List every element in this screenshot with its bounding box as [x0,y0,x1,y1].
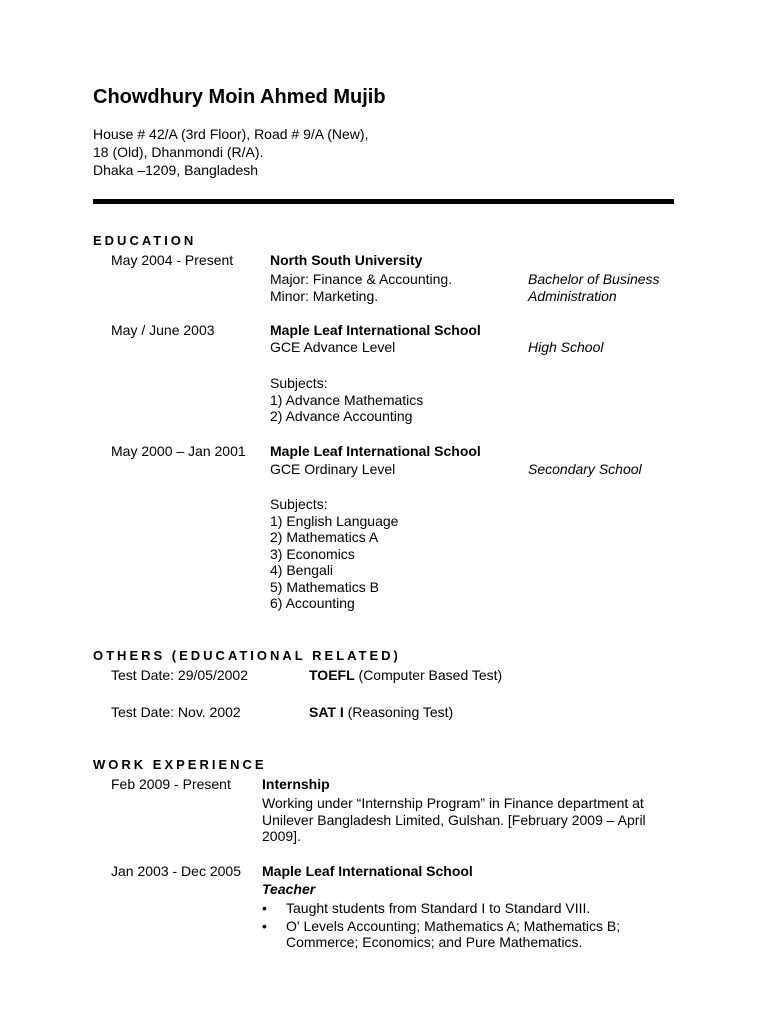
subject-item: 1) English Language [270,512,399,529]
work-description [262,795,646,845]
test-date: Test Date: 29/05/2002 [111,667,248,683]
subject-item: 2) Advance Accounting [270,408,413,424]
address-line: Dhaka –1209, Bangladesh [93,162,259,178]
degree-line: Administration [528,287,617,304]
subjects-label: Subjects: [270,375,328,391]
subjects-list [270,375,423,425]
bullet-item [262,918,620,951]
degree-line: Secondary School [528,461,642,477]
address-block [93,125,368,179]
test-title: TOEFL [309,667,355,683]
education-institution: Maple Leaf International School [270,443,481,459]
subjects-list [270,496,398,612]
address-line: House # 42/A (3rd Floor), Road # 9/A (New), [93,126,369,142]
test-name [309,704,453,721]
work-heading: WORK EXPERIENCE [93,757,267,772]
work-date: Jan 2003 - Dec 2005 [111,863,241,879]
education-detail-line: GCE Ordinary Level [270,461,396,477]
education-details [270,271,452,304]
header-divider [93,199,674,204]
work-role: Teacher [262,881,316,897]
bullet-text: O' Levels Accounting; Mathematics A; Mathematics B; [286,917,621,934]
description-line: Working under “Internship Program” in Finance department at [262,795,644,811]
education-date: May 2000 – Jan 2001 [111,443,246,459]
test-title: SAT I [309,704,344,720]
education-detail-line: Major: Finance & Accounting. [270,271,453,287]
education-date: May 2004 - Present [111,252,234,268]
subject-item: 4) Bengali [270,562,334,578]
education-heading: EDUCATION [93,233,197,248]
subject-item: 6) Accounting [270,595,355,611]
education-institution: Maple Leaf International School [270,322,481,338]
candidate-name: Chowdhury Moin Ahmed Mujib [93,86,386,108]
subject-item: 2) Mathematics A [270,529,379,545]
description-line: Unilever Bangladesh Limited, Gulshan. [February 2009 – April [262,811,646,828]
bullet-item [262,900,620,917]
work-title: Internship [262,776,330,792]
education-detail-line: Minor: Marketing. [270,287,379,304]
subjects-label: Subjects: [270,496,328,512]
test-detail: (Reasoning Test) [343,704,454,720]
degree-line: High School [528,339,604,355]
address-line: 18 (Old), Dhanmondi (R/A). [93,144,264,160]
subject-item: 3) Economics [270,545,355,562]
bullet-text: Taught students from Standard I to Standard VIII. [286,900,591,916]
education-detail-line: GCE Advance Level [270,339,396,355]
subject-item: 5) Mathematics B [270,578,379,595]
bullet-icon: • [262,900,267,916]
bullet-text: Commerce; Economics; and Pure Mathematics. [286,934,583,950]
others-heading: OTHERS (EDUCATIONAL RELATED) [93,648,401,663]
education-date: May / June 2003 [111,322,215,338]
test-date: Test Date: Nov. 2002 [111,704,241,720]
work-title: Maple Leaf International School [262,863,473,879]
bullet-icon: • [262,917,267,934]
degree-line: Bachelor of Business [528,271,660,287]
test-name [309,667,502,684]
subject-item: 1) Advance Mathematics [270,391,424,408]
education-institution: North South University [270,252,423,268]
education-degree [528,271,660,304]
work-date: Feb 2009 - Present [111,776,231,792]
work-bullets [262,900,620,951]
test-detail: (Computer Based Test) [354,667,503,683]
description-line: 2009]. [262,828,301,844]
